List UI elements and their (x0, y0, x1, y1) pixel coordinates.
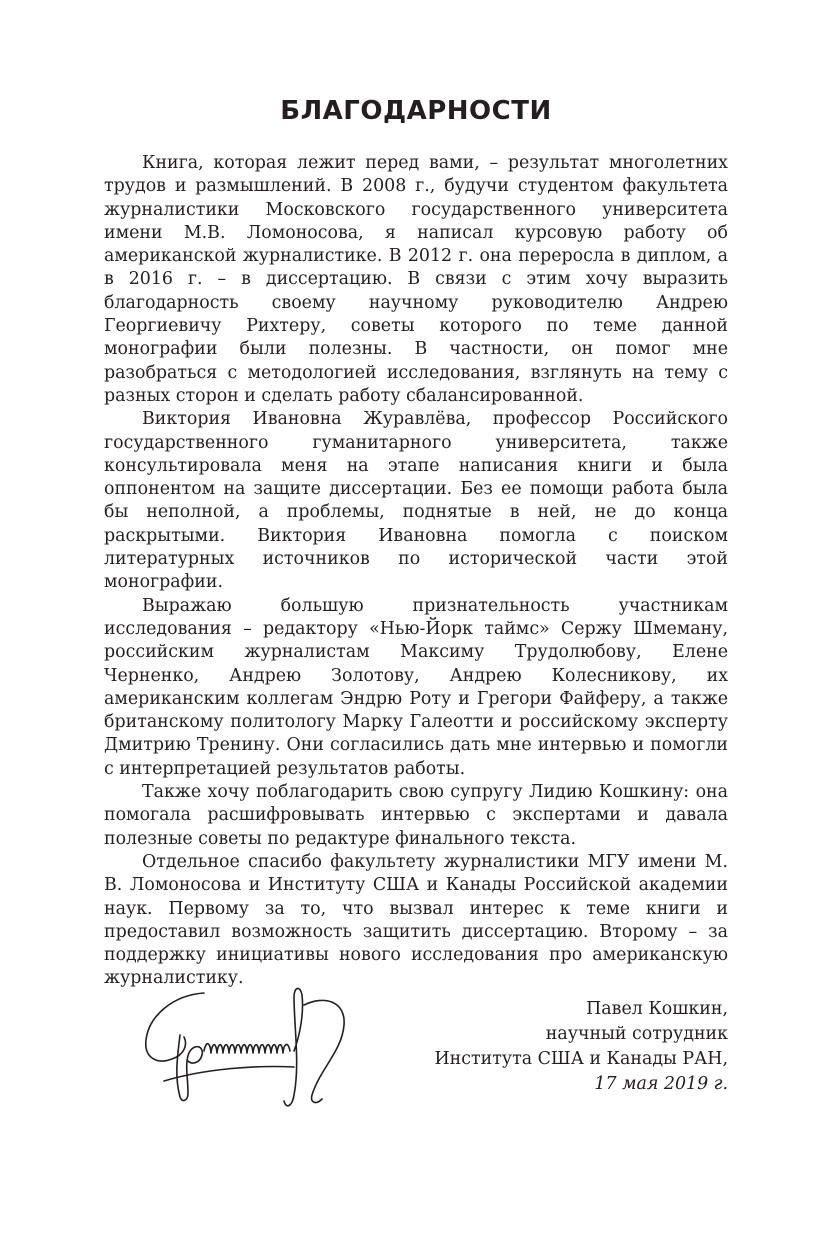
paragraph: Также хочу поблагодарить свою супругу Лидию Кошкину: она помогала расшифровывать интервью с экспертами и давала полезные советы по редактуре финального текста. (104, 782, 728, 849)
paragraph: Отдельное спасибо факультету журналистики МГУ имени М. В. Ломоносова и Институту США и Канады Российской академии наук. Первому за то, что вызвал интерес к теме книги и предоставил возможность защитить диссертацию. Второму – за поддержку инициативы нового исследования про американскую журналистику. (104, 851, 728, 989)
signer-name: Павел Кошкин, (586, 999, 728, 1019)
body-text (104, 152, 728, 991)
paragraph: Выражаю большую признательность участникам исследования – редактору «Нью-Йорк таймс» Сержу Шмеману, российским журналистам Максиму Трудолюбову, Елене Черненко, Андрею Золотову, Андрею Колесникову, их американским коллегам Эндрю Роту и Грегори Файферу, а также британскому политологу Марку Галеотти и российскому эксперту Дмитрию Тренину. Они согласились дать мне интервью и помогли с интерпретацией результатов работы. (104, 595, 728, 779)
signature-date: 17 мая 2019 г. (594, 1074, 728, 1094)
signature-flourish (304, 1000, 344, 1102)
signer-institution: Института США и Канады РАН, (434, 1049, 728, 1069)
signature-tail (284, 988, 303, 1105)
signer-position: научный сотрудник (545, 1024, 728, 1044)
handwritten-signature (144, 985, 364, 1125)
signer-block (435, 997, 728, 1097)
paragraph: Книга, которая лежит перед вами, – результат многолетних трудов и размышлений. В 2008 г., будучи студентом факультета журналистики Московского государственного университета имени М.В. Ломоносова, я написал курсовую работу об американской журналистике. В 2012 г. она переросла в диплом, а в 2016 г. – в диссертацию. В связи с этим хочу выразить благодарность своему научному руководителю Андрею Георгиевичу Рихтеру, советы которого по теме данной монографии были полезны. В частности, он помог мне разобраться с методологией исследования, взглянуть на тему с разных сторон и сделать работу сбалансированной. (104, 153, 728, 406)
page-title: БЛАГОДАРНОСТИ (280, 96, 552, 126)
signature-loop (146, 993, 204, 1061)
signature-underline (164, 1067, 294, 1081)
paragraph: Виктория Ивановна Журавлёва, профессор Российского государственного гуманитарного университета, также консультировала меня на этапе написания книги и была оппонентом на защите диссертации. Без ее помощи работа была бы неполной, а проблемы, поднятые в ней, не до конца раскрытыми. Виктория Ивановна помогла с поиском литературных источников по исторической части этой монографии. (104, 409, 728, 593)
document-page (104, 0, 728, 1241)
signature-stem (177, 1035, 202, 1100)
signature-scribble (204, 1044, 290, 1053)
